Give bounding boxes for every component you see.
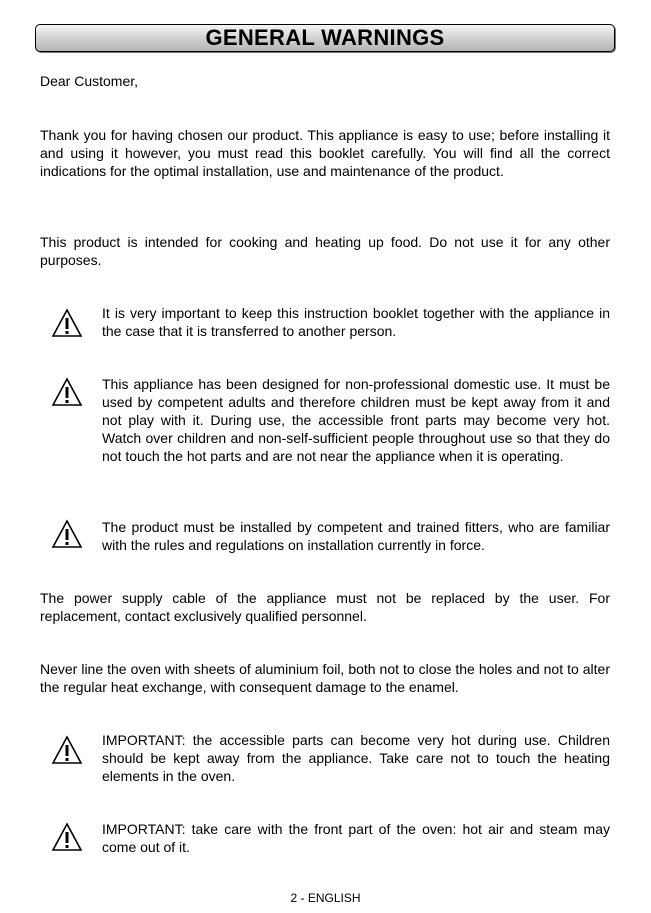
- title-banner: [35, 24, 615, 52]
- warning-triangle-icon: [51, 519, 83, 549]
- warning-triangle-icon: [51, 377, 83, 407]
- warning-text: IMPORTANT: the accessible parts can become very hot during use. Children should be kept away from the appliance. Take care not to touch the heating elements in the oven.: [102, 732, 610, 784]
- greeting: Dear Customer,: [40, 73, 139, 89]
- warning-text: This appliance has been designed for non-professional domestic use. It must be used by competent adults and therefore children must be kept away from it and not play with it. During use, the accessible front parts may become very hot. Watch over children and non-self-sufficient people throughout use so that they do not touch the hot parts and are not near the appliance when it is operating.: [102, 376, 610, 464]
- power-cable-paragraph: The power supply cable of the appliance must not be replaced by the user. For replacement, contact exclusively qualified personnel.: [40, 590, 610, 624]
- warning-text: The product must be installed by competent and trained fitters, who are familiar with the rules and regulations on installation currently in force.: [102, 519, 610, 553]
- intro-paragraph: Thank you for having chosen our product. This appliance is easy to use; before installing it and using it however, you must read this booklet carefully. You will find all the correct indications for the optimal installation, use and maintenance of the product.: [40, 127, 610, 179]
- page-number: 2 - ENGLISH: [290, 891, 361, 905]
- purpose-paragraph: This product is intended for cooking and heating up food. Do not use it for any other purposes.: [40, 234, 610, 268]
- page-title: GENERAL WARNINGS: [205, 25, 445, 50]
- warning-triangle-icon: [51, 822, 83, 852]
- warning-text: IMPORTANT: take care with the front part of the oven: hot air and steam may come out of it.: [102, 821, 610, 855]
- warning-triangle-icon: [51, 735, 83, 765]
- warning-triangle-icon: [51, 308, 83, 338]
- foil-paragraph: Never line the oven with sheets of aluminium foil, both not to close the holes and not to alter the regular heat exchange, with consequent damage to the enamel.: [40, 661, 610, 695]
- warning-text: It is very important to keep this instruction booklet together with the appliance in the case that it is transferred to another person.: [102, 305, 610, 339]
